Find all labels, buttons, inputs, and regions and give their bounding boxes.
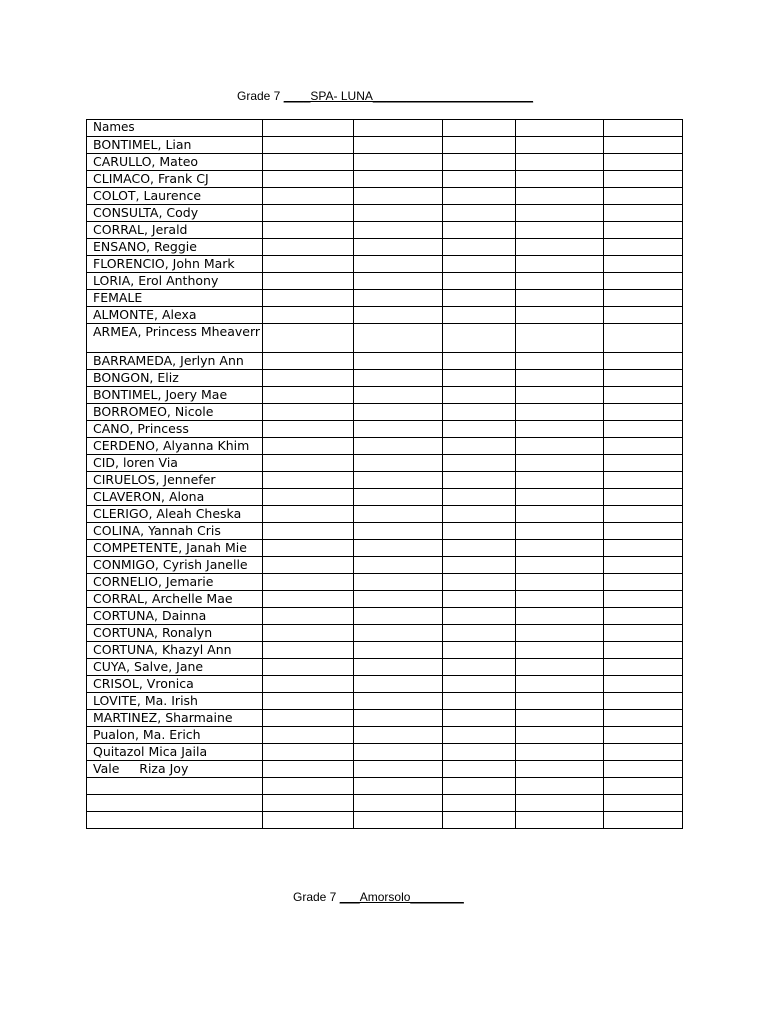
table-row [87, 290, 683, 307]
blank-mark-cell [263, 727, 354, 744]
table-row [87, 778, 683, 795]
blank-mark-cell [516, 523, 604, 540]
blank-mark-cell [604, 591, 683, 608]
blank-mark-cell [354, 324, 443, 353]
table-row [87, 693, 683, 710]
blank-mark-cell [516, 290, 604, 307]
blank-mark-cell [516, 625, 604, 642]
blank-mark-cell [516, 438, 604, 455]
blank-mark-cell [443, 154, 516, 171]
blank-mark-cell [354, 540, 443, 557]
blank-mark-cell [516, 778, 604, 795]
blank-mark-cell [354, 591, 443, 608]
roster-heading-spa-luna [237, 89, 533, 103]
blank-mark-cell [443, 239, 516, 256]
blank-mark-cell [604, 693, 683, 710]
student-name-cell: CLERIGO, Aleah Cheska [87, 506, 263, 523]
blank-mark-cell [443, 489, 516, 506]
table-row [87, 608, 683, 625]
roster-body [87, 120, 683, 829]
section-name: ____SPA- LUNA________________________ [283, 89, 534, 103]
blank-mark-cell [263, 404, 354, 421]
blank-mark-cell [263, 438, 354, 455]
blank-mark-cell [263, 557, 354, 574]
student-name-cell: CORNELIO, Jemarie [87, 574, 263, 591]
blank-mark-cell [263, 324, 354, 353]
blank-mark-cell [604, 642, 683, 659]
blank-mark-cell [354, 404, 443, 421]
student-name-cell: ALMONTE, Alexa [87, 307, 263, 324]
blank-mark-cell [604, 290, 683, 307]
table-row [87, 438, 683, 455]
blank-mark-cell [263, 795, 354, 812]
blank-mark-cell [516, 222, 604, 239]
blank-mark-cell [604, 205, 683, 222]
blank-mark-cell [354, 239, 443, 256]
blank-column-header [354, 120, 443, 137]
blank-mark-cell [354, 557, 443, 574]
blank-mark-cell [604, 421, 683, 438]
blank-mark-cell [354, 574, 443, 591]
blank-mark-cell [604, 506, 683, 523]
blank-mark-cell [443, 438, 516, 455]
blank-mark-cell [604, 540, 683, 557]
blank-mark-cell [263, 761, 354, 778]
blank-mark-cell [443, 778, 516, 795]
blank-mark-cell [263, 625, 354, 642]
blank-mark-cell [443, 455, 516, 472]
student-name-cell [87, 778, 263, 795]
blank-mark-cell [516, 387, 604, 404]
blank-mark-cell [443, 642, 516, 659]
student-name-cell: CORTUNA, Ronalyn [87, 625, 263, 642]
blank-mark-cell [604, 353, 683, 370]
blank-mark-cell [443, 727, 516, 744]
blank-mark-cell [516, 727, 604, 744]
blank-mark-cell [443, 256, 516, 273]
table-row [87, 421, 683, 438]
blank-mark-cell [263, 608, 354, 625]
blank-mark-cell [604, 404, 683, 421]
blank-mark-cell [516, 137, 604, 154]
blank-mark-cell [443, 370, 516, 387]
blank-mark-cell [443, 387, 516, 404]
blank-mark-cell [354, 205, 443, 222]
blank-mark-cell [263, 710, 354, 727]
blank-mark-cell [604, 137, 683, 154]
table-row [87, 307, 683, 324]
blank-mark-cell [443, 188, 516, 205]
blank-column-header [443, 120, 516, 137]
table-row [87, 642, 683, 659]
blank-mark-cell [516, 324, 604, 353]
blank-mark-cell [354, 812, 443, 829]
blank-mark-cell [263, 523, 354, 540]
blank-mark-cell [263, 353, 354, 370]
student-name-cell: CARULLO, Mateo [87, 154, 263, 171]
blank-mark-cell [604, 489, 683, 506]
blank-mark-cell [604, 778, 683, 795]
table-row [87, 222, 683, 239]
table-row [87, 812, 683, 829]
blank-mark-cell [604, 812, 683, 829]
blank-mark-cell [443, 812, 516, 829]
blank-mark-cell [263, 256, 354, 273]
student-name-cell: CORRAL, Jerald [87, 222, 263, 239]
blank-mark-cell [443, 710, 516, 727]
blank-mark-cell [516, 205, 604, 222]
blank-mark-cell [604, 455, 683, 472]
student-name-cell: BORROMEO, Nicole [87, 404, 263, 421]
blank-mark-cell [604, 523, 683, 540]
blank-mark-cell [354, 744, 443, 761]
student-name-cell: Vale Riza Joy [87, 761, 263, 778]
blank-mark-cell [263, 778, 354, 795]
blank-mark-cell [516, 256, 604, 273]
blank-mark-cell [604, 307, 683, 324]
blank-mark-cell [604, 472, 683, 489]
student-name-cell: CIRUELOS, Jennefer [87, 472, 263, 489]
blank-mark-cell [443, 273, 516, 290]
blank-mark-cell [263, 222, 354, 239]
table-row [87, 404, 683, 421]
blank-mark-cell [354, 642, 443, 659]
blank-mark-cell [354, 438, 443, 455]
blank-mark-cell [516, 710, 604, 727]
blank-mark-cell [443, 523, 516, 540]
blank-mark-cell [354, 472, 443, 489]
blank-mark-cell [263, 642, 354, 659]
blank-mark-cell [443, 744, 516, 761]
blank-mark-cell [443, 222, 516, 239]
blank-mark-cell [354, 222, 443, 239]
student-name-cell: COMPETENTE, Janah Mie [87, 540, 263, 557]
table-row [87, 387, 683, 404]
student-name-cell: CORRAL, Archelle Mae [87, 591, 263, 608]
grade-label: Grade 7 [293, 890, 337, 904]
blank-mark-cell [263, 239, 354, 256]
blank-mark-cell [354, 727, 443, 744]
blank-mark-cell [604, 239, 683, 256]
table-row [87, 188, 683, 205]
section-name: ___Amorsolo________ [339, 890, 464, 904]
table-row [87, 472, 683, 489]
blank-mark-cell [604, 154, 683, 171]
blank-mark-cell [263, 154, 354, 171]
table-row [87, 523, 683, 540]
blank-mark-cell [354, 307, 443, 324]
blank-mark-cell [604, 761, 683, 778]
blank-mark-cell [604, 256, 683, 273]
blank-mark-cell [443, 591, 516, 608]
grade-label: Grade 7 [237, 89, 281, 103]
blank-mark-cell [263, 676, 354, 693]
table-row [87, 205, 683, 222]
student-name-cell: CANO, Princess [87, 421, 263, 438]
student-name-cell: COLINA, Yannah Cris [87, 523, 263, 540]
blank-mark-cell [263, 693, 354, 710]
blank-mark-cell [516, 506, 604, 523]
blank-mark-cell [354, 625, 443, 642]
table-row [87, 256, 683, 273]
student-name-cell: CORTUNA, Dainna [87, 608, 263, 625]
blank-mark-cell [263, 506, 354, 523]
blank-mark-cell [516, 795, 604, 812]
blank-mark-cell [443, 795, 516, 812]
blank-mark-cell [443, 761, 516, 778]
blank-mark-cell [354, 761, 443, 778]
student-name-cell: CONSULTA, Cody [87, 205, 263, 222]
blank-mark-cell [443, 557, 516, 574]
blank-mark-cell [516, 693, 604, 710]
blank-mark-cell [604, 744, 683, 761]
blank-mark-cell [263, 659, 354, 676]
blank-mark-cell [604, 188, 683, 205]
table-row [87, 273, 683, 290]
names-header: Names [87, 120, 263, 137]
blank-mark-cell [263, 489, 354, 506]
blank-mark-cell [443, 307, 516, 324]
blank-mark-cell [604, 370, 683, 387]
blank-mark-cell [263, 307, 354, 324]
blank-mark-cell [516, 744, 604, 761]
blank-mark-cell [516, 421, 604, 438]
student-name-cell: CONMIGO, Cyrish Janelle [87, 557, 263, 574]
blank-mark-cell [516, 659, 604, 676]
blank-mark-cell [263, 137, 354, 154]
blank-mark-cell [604, 387, 683, 404]
blank-mark-cell [604, 795, 683, 812]
blank-mark-cell [263, 574, 354, 591]
student-name-cell: LOVITE, Ma. Irish [87, 693, 263, 710]
student-name-cell: COLOT, Laurence [87, 188, 263, 205]
blank-mark-cell [443, 659, 516, 676]
blank-mark-cell [263, 540, 354, 557]
student-name-cell [87, 812, 263, 829]
student-name-cell: Pualon, Ma. Erich [87, 727, 263, 744]
blank-mark-cell [354, 290, 443, 307]
table-row [87, 710, 683, 727]
blank-mark-cell [604, 222, 683, 239]
blank-mark-cell [354, 188, 443, 205]
table-row [87, 353, 683, 370]
blank-mark-cell [443, 324, 516, 353]
student-name-cell: BARRAMEDA, Jerlyn Ann [87, 353, 263, 370]
table-row [87, 795, 683, 812]
table-row [87, 324, 683, 353]
blank-mark-cell [516, 557, 604, 574]
student-name-cell: ENSANO, Reggie [87, 239, 263, 256]
blank-mark-cell [516, 370, 604, 387]
table-row [87, 676, 683, 693]
blank-mark-cell [516, 273, 604, 290]
blank-mark-cell [354, 693, 443, 710]
table-row [87, 727, 683, 744]
student-name-cell: CLAVERON, Alona [87, 489, 263, 506]
blank-mark-cell [604, 727, 683, 744]
table-row [87, 370, 683, 387]
blank-column-header [263, 120, 354, 137]
blank-mark-cell [516, 188, 604, 205]
blank-mark-cell [354, 778, 443, 795]
blank-mark-cell [604, 557, 683, 574]
blank-mark-cell [604, 625, 683, 642]
blank-mark-cell [516, 540, 604, 557]
blank-mark-cell [443, 421, 516, 438]
blank-mark-cell [516, 676, 604, 693]
blank-mark-cell [443, 608, 516, 625]
blank-mark-cell [516, 404, 604, 421]
table-row [87, 761, 683, 778]
blank-column-header [604, 120, 683, 137]
blank-mark-cell [263, 387, 354, 404]
table-row [87, 591, 683, 608]
blank-mark-cell [354, 421, 443, 438]
blank-mark-cell [604, 273, 683, 290]
student-name-cell: LORIA, Erol Anthony [87, 273, 263, 290]
blank-mark-cell [354, 710, 443, 727]
table-header-row [87, 120, 683, 137]
student-name-cell: CORTUNA, Khazyl Ann [87, 642, 263, 659]
blank-mark-cell [354, 523, 443, 540]
blank-mark-cell [516, 353, 604, 370]
student-name-cell: Quitazol Mica Jaila [87, 744, 263, 761]
student-name-cell: FLORENCIO, John Mark [87, 256, 263, 273]
roster-heading-amorsolo [293, 890, 464, 904]
blank-mark-cell [443, 693, 516, 710]
blank-mark-cell [516, 608, 604, 625]
blank-mark-cell [443, 205, 516, 222]
blank-mark-cell [263, 812, 354, 829]
blank-mark-cell [354, 455, 443, 472]
table-row [87, 659, 683, 676]
table-row [87, 137, 683, 154]
table-row [87, 239, 683, 256]
blank-mark-cell [516, 239, 604, 256]
table-row [87, 574, 683, 591]
blank-mark-cell [354, 608, 443, 625]
blank-mark-cell [443, 540, 516, 557]
blank-mark-cell [354, 676, 443, 693]
student-name-cell [87, 795, 263, 812]
blank-mark-cell [354, 489, 443, 506]
blank-mark-cell [516, 171, 604, 188]
blank-mark-cell [443, 506, 516, 523]
student-name-cell: ARMEA, Princess Mheaverr [87, 324, 263, 353]
blank-mark-cell [443, 404, 516, 421]
blank-mark-cell [443, 290, 516, 307]
blank-mark-cell [263, 205, 354, 222]
blank-mark-cell [516, 307, 604, 324]
blank-mark-cell [354, 171, 443, 188]
blank-mark-cell [263, 455, 354, 472]
blank-mark-cell [604, 171, 683, 188]
blank-mark-cell [443, 353, 516, 370]
blank-mark-cell [354, 370, 443, 387]
blank-mark-cell [604, 574, 683, 591]
blank-mark-cell [516, 761, 604, 778]
blank-mark-cell [354, 256, 443, 273]
blank-mark-cell [263, 188, 354, 205]
student-name-cell: BONGON, Eliz [87, 370, 263, 387]
blank-mark-cell [263, 591, 354, 608]
blank-mark-cell [354, 273, 443, 290]
roster-table [86, 119, 683, 829]
student-name-cell: CID, loren Via [87, 455, 263, 472]
table-row [87, 557, 683, 574]
blank-mark-cell [354, 506, 443, 523]
blank-mark-cell [604, 659, 683, 676]
blank-mark-cell [443, 472, 516, 489]
blank-mark-cell [443, 625, 516, 642]
blank-mark-cell [354, 154, 443, 171]
table-row [87, 171, 683, 188]
student-name-cell: CUYA, Salve, Jane [87, 659, 263, 676]
table-row [87, 489, 683, 506]
student-name-cell: CRISOL, Vronica [87, 676, 263, 693]
student-name-cell: CERDENO, Alyanna Khim [87, 438, 263, 455]
student-name-cell: CLIMACO, Frank CJ [87, 171, 263, 188]
blank-column-header [516, 120, 604, 137]
blank-mark-cell [604, 676, 683, 693]
blank-mark-cell [443, 171, 516, 188]
blank-mark-cell [443, 676, 516, 693]
blank-mark-cell [354, 795, 443, 812]
blank-mark-cell [263, 472, 354, 489]
blank-mark-cell [516, 455, 604, 472]
student-name-cell: BONTIMEL, Lian [87, 137, 263, 154]
blank-mark-cell [354, 659, 443, 676]
blank-mark-cell [516, 154, 604, 171]
blank-mark-cell [354, 387, 443, 404]
student-name-cell: FEMALE [87, 290, 263, 307]
blank-mark-cell [263, 421, 354, 438]
student-name-cell: MARTINEZ, Sharmaine [87, 710, 263, 727]
blank-mark-cell [604, 608, 683, 625]
blank-mark-cell [604, 438, 683, 455]
blank-mark-cell [516, 591, 604, 608]
blank-mark-cell [263, 273, 354, 290]
blank-mark-cell [263, 171, 354, 188]
blank-mark-cell [516, 812, 604, 829]
table-row [87, 154, 683, 171]
table-row [87, 540, 683, 557]
blank-mark-cell [516, 642, 604, 659]
table-row [87, 625, 683, 642]
blank-mark-cell [263, 744, 354, 761]
blank-mark-cell [604, 324, 683, 353]
blank-mark-cell [263, 290, 354, 307]
blank-mark-cell [516, 472, 604, 489]
blank-mark-cell [604, 710, 683, 727]
blank-mark-cell [443, 137, 516, 154]
blank-mark-cell [263, 370, 354, 387]
table-row [87, 455, 683, 472]
blank-mark-cell [354, 137, 443, 154]
blank-mark-cell [443, 574, 516, 591]
blank-mark-cell [354, 353, 443, 370]
table-row [87, 506, 683, 523]
blank-mark-cell [516, 574, 604, 591]
blank-mark-cell [516, 489, 604, 506]
student-name-cell: BONTIMEL, Joery Mae [87, 387, 263, 404]
table-row [87, 744, 683, 761]
